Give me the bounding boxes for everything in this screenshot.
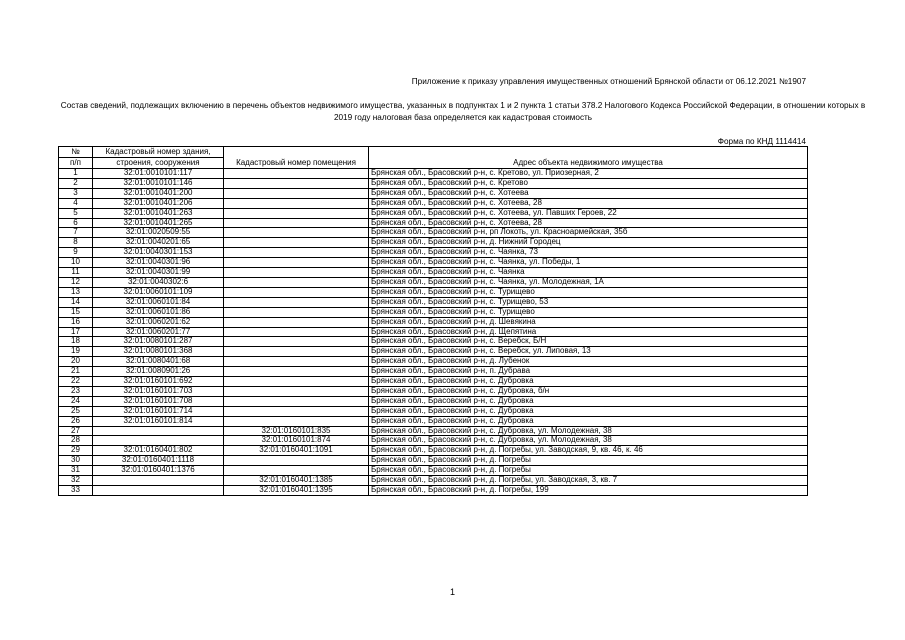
cell-number: 25: [59, 406, 93, 416]
cell-number: 2: [59, 178, 93, 188]
cell-number: 22: [59, 377, 93, 387]
table-row: [59, 188, 808, 198]
cell-building-cadastral: 32:01:0080101:287: [93, 337, 224, 347]
cell-number: 23: [59, 386, 93, 396]
cell-building-cadastral: [93, 436, 224, 446]
cell-number: 5: [59, 208, 93, 218]
cell-premises-cadastral: 32:01:0160101:835: [224, 426, 369, 436]
cell-premises-cadastral: [224, 238, 369, 248]
table-row: [59, 446, 808, 456]
cell-address: Брянская обл., Брасовский р-н, д. Погребы: [369, 456, 808, 466]
cell-address: Брянская обл., Брасовский р-н, д. Лубенок: [369, 357, 808, 367]
table-row: [59, 258, 808, 268]
cell-address: Брянская обл., Брасовский р-н, с. Хотеева, 28: [369, 218, 808, 228]
cell-address: Брянская обл., Брасовский р-н, д. Погребы, ул. Заводская, 3, кв. 7: [369, 476, 808, 486]
cell-building-cadastral: 32:01:0060201:62: [93, 317, 224, 327]
table-row: [59, 486, 808, 496]
header-building-line1: Кадастровый номер здания,: [93, 147, 224, 158]
table-row: [59, 456, 808, 466]
cell-premises-cadastral: [224, 198, 369, 208]
cell-building-cadastral: 32:01:0160101:714: [93, 406, 224, 416]
cell-premises-cadastral: [224, 337, 369, 347]
cell-address: Брянская обл., Брасовский р-н, с. Хотеева, ул. Павших Героев, 22: [369, 208, 808, 218]
cell-premises-cadastral: [224, 377, 369, 387]
cell-building-cadastral: 32:01:0080901:26: [93, 367, 224, 377]
cell-building-cadastral: 32:01:0060101:86: [93, 307, 224, 317]
cell-address: Брянская обл., Брасовский р-н, д. Шевякина: [369, 317, 808, 327]
cell-premises-cadastral: 32:01:0160101:874: [224, 436, 369, 446]
cell-premises-cadastral: [224, 268, 369, 278]
property-register-table: [58, 146, 808, 496]
cell-building-cadastral: 32:01:0060201:77: [93, 327, 224, 337]
document-heading: Состав сведений, подлежащих включению в перечень объектов недвижимого имущества, указанных в подпунктах 1 и 2 пункта 1 статьи 378.2 Налогового Кодекса Российской Федерации, в отношении которых в 2019 году налоговая база определяется как кадастровая стоимость: [60, 101, 866, 122]
table-row: [59, 297, 808, 307]
cell-building-cadastral: 32:01:0080401:68: [93, 357, 224, 367]
cell-number: 6: [59, 218, 93, 228]
cell-address: Брянская обл., Брасовский р-н, д. Погребы, ул. Заводская, 9, кв. 46, к. 46: [369, 446, 808, 456]
cell-number: 14: [59, 297, 93, 307]
cell-number: 10: [59, 258, 93, 268]
cell-premises-cadastral: 32:01:0160401:1091: [224, 446, 369, 456]
cell-building-cadastral: 32:01:0160101:703: [93, 386, 224, 396]
cell-address: Брянская обл., Брасовский р-н, с. Дубровка: [369, 377, 808, 387]
cell-premises-cadastral: [224, 317, 369, 327]
cell-number: 17: [59, 327, 93, 337]
cell-premises-cadastral: [224, 248, 369, 258]
cell-address: Брянская обл., Брасовский р-н, с. Чаянка, ул. Молодежная, 1А: [369, 277, 808, 287]
cell-number: 32: [59, 476, 93, 486]
cell-premises-cadastral: [224, 307, 369, 317]
cell-building-cadastral: 32:01:0060101:109: [93, 287, 224, 297]
cell-building-cadastral: 32:01:0160101:814: [93, 416, 224, 426]
header-num-line1: №: [59, 147, 93, 158]
cell-premises-cadastral: [224, 416, 369, 426]
table-row: [59, 426, 808, 436]
cell-premises-cadastral: [224, 456, 369, 466]
cell-number: 12: [59, 277, 93, 287]
table-row: [59, 228, 808, 238]
cell-number: 7: [59, 228, 93, 238]
cell-premises-cadastral: 32:01:0160401:1395: [224, 486, 369, 496]
cell-premises-cadastral: [224, 327, 369, 337]
cell-number: 18: [59, 337, 93, 347]
header-row-1: [59, 147, 808, 158]
cell-building-cadastral: 32:01:0160101:692: [93, 377, 224, 387]
cell-number: 16: [59, 317, 93, 327]
cell-address: Брянская обл., Брасовский р-н, с. Чаянка, 73: [369, 248, 808, 258]
cell-premises-cadastral: [224, 228, 369, 238]
table-row: [59, 416, 808, 426]
cell-building-cadastral: 32:01:0080101:368: [93, 347, 224, 357]
cell-number: 11: [59, 268, 93, 278]
table-row: [59, 218, 808, 228]
cell-building-cadastral: 32:01:0160101:708: [93, 396, 224, 406]
cell-address: Брянская обл., Брасовский р-н, с. Дубровка: [369, 406, 808, 416]
cell-premises-cadastral: [224, 347, 369, 357]
cell-number: 15: [59, 307, 93, 317]
cell-premises-cadastral: 32:01:0160401:1385: [224, 476, 369, 486]
table-row: [59, 208, 808, 218]
table-row: [59, 377, 808, 387]
form-code: Форма по КНД 1114414: [717, 137, 806, 146]
cell-building-cadastral: 32:01:0160401:802: [93, 446, 224, 456]
cell-building-cadastral: 32:01:0040201:65: [93, 238, 224, 248]
cell-number: 31: [59, 466, 93, 476]
cell-premises-cadastral: [224, 188, 369, 198]
table-row: [59, 357, 808, 367]
cell-number: 24: [59, 396, 93, 406]
cell-address: Брянская обл., Брасовский р-н, с. Веребск, Б/Н: [369, 337, 808, 347]
table-row: [59, 287, 808, 297]
cell-building-cadastral: [93, 486, 224, 496]
table-row: [59, 476, 808, 486]
header-premises: Кадастровый номер помещения: [224, 147, 369, 169]
cell-number: 26: [59, 416, 93, 426]
cell-address: Брянская обл., Брасовский р-н, д. Нижний Городец: [369, 238, 808, 248]
appendix-line: Приложение к приказу управления имущественных отношений Брянской области от 06.12.2021 №1907: [411, 77, 806, 86]
cell-building-cadastral: 32:01:0160401:1118: [93, 456, 224, 466]
cell-address: Брянская обл., Брасовский р-н, с. Чаянка: [369, 268, 808, 278]
cell-number: 30: [59, 456, 93, 466]
table-row: [59, 327, 808, 337]
table-row: [59, 268, 808, 278]
cell-address: Брянская обл., Брасовский р-н, с. Дубровка, б/н: [369, 386, 808, 396]
header-num-line2: п/п: [59, 158, 93, 169]
cell-number: 28: [59, 436, 93, 446]
table-row: [59, 436, 808, 446]
cell-number: 13: [59, 287, 93, 297]
table-row: [59, 307, 808, 317]
table-row: [59, 386, 808, 396]
cell-number: 8: [59, 238, 93, 248]
cell-premises-cadastral: [224, 357, 369, 367]
cell-address: Брянская обл., Брасовский р-н, п. Дубрава: [369, 367, 808, 377]
cell-number: 29: [59, 446, 93, 456]
cell-building-cadastral: 32:01:0010401:200: [93, 188, 224, 198]
cell-address: Брянская обл., Брасовский р-н, с. Кретово: [369, 178, 808, 188]
cell-number: 27: [59, 426, 93, 436]
cell-address: Брянская обл., Брасовский р-н, с. Чаянка, ул. Победы, 1: [369, 258, 808, 268]
cell-address: Брянская обл., Брасовский р-н, с. Дубровка: [369, 416, 808, 426]
cell-address: Брянская обл., Брасовский р-н, с. Турищево: [369, 307, 808, 317]
cell-premises-cadastral: [224, 406, 369, 416]
cell-address: Брянская обл., Брасовский р-н, рп Локоть, ул. Красноармейская, 35б: [369, 228, 808, 238]
table-row: [59, 347, 808, 357]
cell-building-cadastral: 32:01:0040301:153: [93, 248, 224, 258]
cell-number: 3: [59, 188, 93, 198]
cell-number: 20: [59, 357, 93, 367]
cell-number: 9: [59, 248, 93, 258]
cell-number: 33: [59, 486, 93, 496]
cell-address: Брянская обл., Брасовский р-н, д. Погребы: [369, 466, 808, 476]
cell-premises-cadastral: [224, 218, 369, 228]
table-row: [59, 367, 808, 377]
cell-number: 19: [59, 347, 93, 357]
table-row: [59, 337, 808, 347]
cell-building-cadastral: 32:01:0020509:55: [93, 228, 224, 238]
cell-building-cadastral: 32:01:0010101:146: [93, 178, 224, 188]
cell-address: Брянская обл., Брасовский р-н, с. Дубровка, ул. Молодежная, 38: [369, 426, 808, 436]
table-row: [59, 238, 808, 248]
table-row: [59, 248, 808, 258]
cell-address: Брянская обл., Брасовский р-н, с. Веребск, ул. Липовая, 13: [369, 347, 808, 357]
table-row: [59, 169, 808, 179]
cell-address: Брянская обл., Брасовский р-н, с. Турищево: [369, 287, 808, 297]
cell-address: Брянская обл., Брасовский р-н, д. Щепятина: [369, 327, 808, 337]
cell-number: 4: [59, 198, 93, 208]
cell-address: Брянская обл., Брасовский р-н, с. Дубровка: [369, 396, 808, 406]
table-row: [59, 277, 808, 287]
cell-address: Брянская обл., Брасовский р-н, с. Хотеева, 28: [369, 198, 808, 208]
cell-premises-cadastral: [224, 208, 369, 218]
cell-premises-cadastral: [224, 466, 369, 476]
cell-building-cadastral: 32:01:0010101:117: [93, 169, 224, 179]
cell-building-cadastral: 32:01:0060101:84: [93, 297, 224, 307]
cell-address: Брянская обл., Брасовский р-н, с. Кретово, ул. Приозерная, 2: [369, 169, 808, 179]
table-body: [59, 169, 808, 496]
table-row: [59, 466, 808, 476]
cell-building-cadastral: 32:01:0010401:263: [93, 208, 224, 218]
cell-premises-cadastral: [224, 258, 369, 268]
cell-building-cadastral: 32:01:0040302:6: [93, 277, 224, 287]
table-row: [59, 317, 808, 327]
cell-premises-cadastral: [224, 169, 369, 179]
cell-building-cadastral: 32:01:0160401:1376: [93, 466, 224, 476]
cell-address: Брянская обл., Брасовский р-н, с. Турищево, 53: [369, 297, 808, 307]
cell-building-cadastral: 32:01:0040301:99: [93, 268, 224, 278]
header-address: Адрес объекта недвижимого имущества: [369, 147, 808, 169]
cell-premises-cadastral: [224, 396, 369, 406]
cell-building-cadastral: [93, 426, 224, 436]
cell-number: 1: [59, 169, 93, 179]
cell-premises-cadastral: [224, 277, 369, 287]
table-row: [59, 406, 808, 416]
cell-premises-cadastral: [224, 178, 369, 188]
table-row: [59, 396, 808, 406]
table-row: [59, 178, 808, 188]
cell-premises-cadastral: [224, 297, 369, 307]
table-row: [59, 198, 808, 208]
cell-premises-cadastral: [224, 386, 369, 396]
page-number: 1: [449, 587, 455, 597]
cell-number: 21: [59, 367, 93, 377]
cell-premises-cadastral: [224, 367, 369, 377]
cell-building-cadastral: 32:01:0010401:206: [93, 198, 224, 208]
cell-premises-cadastral: [224, 287, 369, 297]
table-header: [59, 147, 808, 169]
cell-address: Брянская обл., Брасовский р-н, д. Погребы, 199: [369, 486, 808, 496]
header-building-line2: строения, сооружения: [93, 158, 224, 169]
cell-address: Брянская обл., Брасовский р-н, с. Дубровка, ул. Молодежная, 38: [369, 436, 808, 446]
cell-building-cadastral: [93, 476, 224, 486]
cell-building-cadastral: 32:01:0010401:265: [93, 218, 224, 228]
cell-building-cadastral: 32:01:0040301:96: [93, 258, 224, 268]
cell-address: Брянская обл., Брасовский р-н, с. Хотеева: [369, 188, 808, 198]
